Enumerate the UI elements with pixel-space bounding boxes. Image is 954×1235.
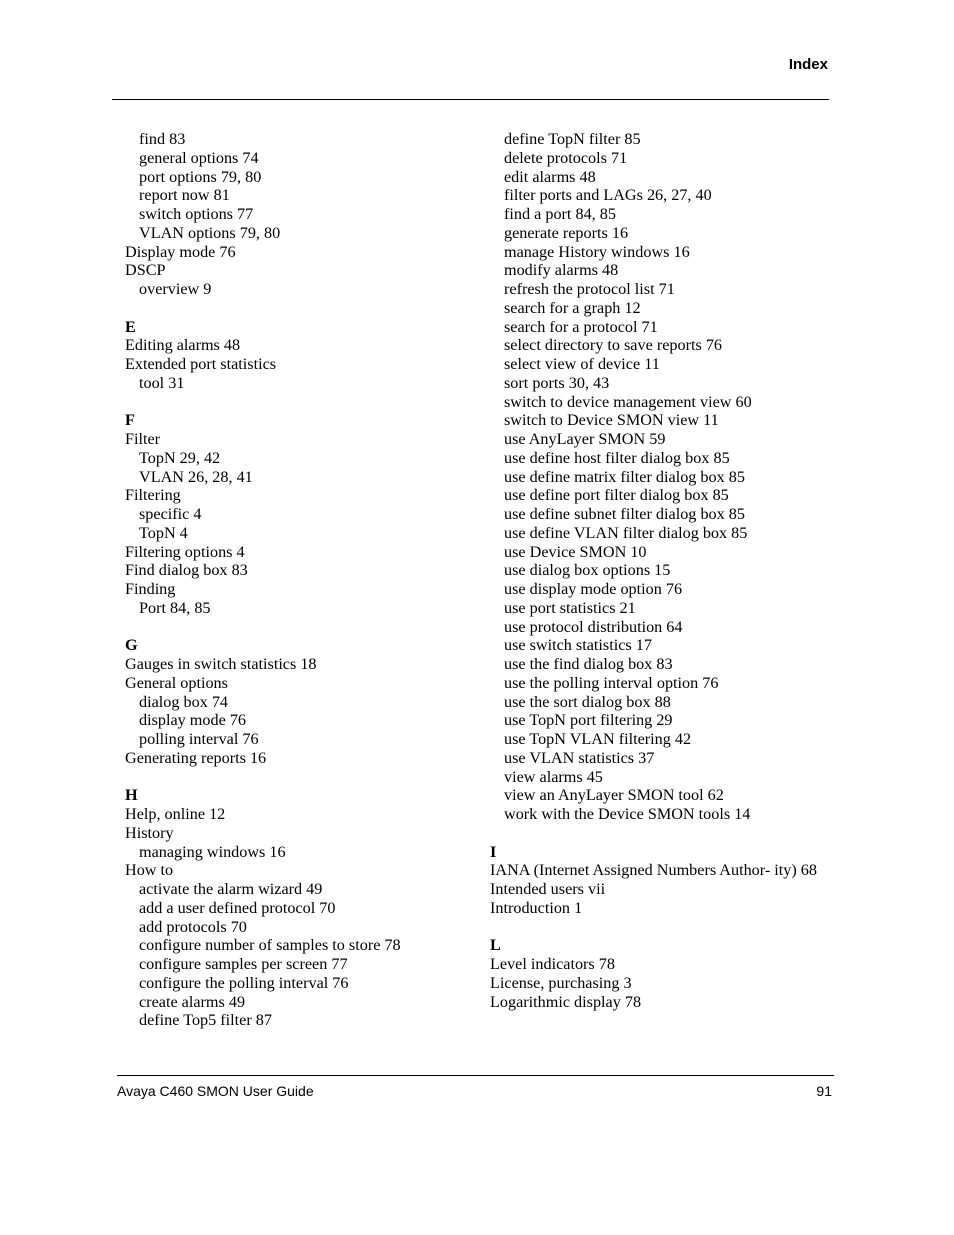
footer-rule	[117, 1075, 834, 1076]
index-subentry: search for a graph 12	[504, 298, 641, 317]
index-subentry: select directory to save reports 76	[504, 336, 723, 355]
index-entry: Finding	[125, 580, 176, 598]
index-subentry: use protocol distribution 64	[504, 617, 683, 636]
index-entry: Filtering	[125, 486, 181, 505]
index-entry: IANA (Internet Assigned Numbers Author- ity) 68	[490, 861, 817, 880]
index-subentry: work with the Device SMON tools 14	[504, 805, 751, 823]
index-entry: License, purchasing 3	[490, 973, 632, 992]
index-entry: History	[125, 823, 174, 842]
header-rule	[112, 99, 829, 100]
index-subentry: modify alarms 48	[504, 261, 619, 280]
index-subentry: specific 4	[139, 505, 202, 523]
index-subentry: overview 9	[139, 280, 212, 298]
index-subentry: sort ports 30, 43	[504, 373, 610, 392]
index-subentry: use the find dialog box 83	[504, 655, 673, 673]
index-section-letter: G	[125, 636, 138, 655]
index-entry: Help, online 12	[125, 805, 226, 823]
index-subentry: use define matrix filter dialog box 85	[504, 467, 745, 486]
page-header-title: Index	[788, 56, 828, 73]
index-entry: Level indicators 78	[490, 955, 615, 973]
index-subentry: use define port filter dialog box 85	[504, 486, 729, 505]
index-subentry: use Device SMON 10	[504, 542, 647, 561]
index-subentry: use switch statistics 17	[504, 636, 652, 655]
index-section-letter: L	[490, 936, 501, 955]
index-subentry: define Top5 filter 87	[139, 1011, 272, 1030]
index-entry: Find dialog box 83	[125, 561, 248, 580]
index-subentry: use dialog box options 15	[504, 561, 671, 580]
index-subentry: manage History windows 16	[504, 242, 690, 261]
index-column-left	[125, 130, 480, 1030]
index-subentry: filter ports and LAGs 26, 27, 40	[504, 186, 712, 205]
index-entry: Filter	[125, 430, 161, 448]
index-subentry: use AnyLayer SMON 59	[504, 430, 666, 448]
index-subentry: activate the alarm wizard 49	[139, 880, 323, 898]
index-subentry: use the sort dialog box 88	[504, 692, 671, 711]
index-subentry: use TopN port filtering 29	[504, 711, 673, 730]
index-entry: Logarithmic display 78	[490, 992, 642, 1011]
index-subentry: switch to Device SMON view 11	[504, 411, 719, 430]
index-subentry: use port statistics 21	[504, 598, 636, 617]
index-subentry: polling interval 76	[139, 730, 259, 748]
index-entry: Extended port statistics	[125, 355, 277, 373]
index-subentry: create alarms 49	[139, 992, 246, 1011]
index-subentry: add protocols 70	[139, 917, 247, 936]
index-subentry: general options 74	[139, 148, 259, 167]
index-subentry: generate reports 16	[504, 223, 629, 242]
index-entry: Editing alarms 48	[125, 336, 241, 355]
index-subentry: configure number of samples to store 78	[139, 936, 401, 955]
index-subentry: VLAN options 79, 80	[139, 223, 281, 242]
index-subentry: refresh the protocol list 71	[504, 280, 675, 298]
index-subentry: search for a protocol 71	[504, 317, 658, 336]
index-subentry: use define subnet filter dialog box 85	[504, 505, 745, 523]
index-subentry: delete protocols 71	[504, 148, 628, 167]
index-subentry: view alarms 45	[504, 767, 603, 786]
index-subentry: port options 79, 80	[139, 167, 262, 186]
index-subentry: use display mode option 76	[504, 580, 683, 598]
index-subentry: TopN 4	[139, 523, 188, 542]
index-section-letter: E	[125, 317, 136, 336]
index-subentry: Port 84, 85	[139, 598, 211, 617]
index-subentry: use define host filter dialog box 85	[504, 448, 730, 467]
index-section-letter: I	[490, 842, 497, 861]
index-subentry: configure samples per screen 77	[139, 955, 348, 973]
index-subentry: use define VLAN filter dialog box 85	[504, 523, 748, 542]
index-subentry: select view of device 11	[504, 355, 660, 373]
index-subentry: managing windows 16	[139, 842, 286, 861]
index-subentry: VLAN 26, 28, 41	[139, 467, 253, 486]
index-entry: DSCP	[125, 261, 166, 280]
footer-page-number: 91	[816, 1083, 832, 1099]
index-subentry: tool 31	[139, 373, 185, 392]
index-column-right	[490, 130, 835, 1011]
index-entry: Gauges in switch statistics 18	[125, 655, 317, 673]
index-subentry: view an AnyLayer SMON tool 62	[504, 786, 724, 805]
index-subentry: find 83	[139, 130, 186, 148]
index-subentry: use VLAN statistics 37	[504, 748, 655, 767]
index-subentry: add a user defined protocol 70	[139, 898, 336, 917]
index-subentry: TopN 29, 42	[139, 448, 221, 467]
index-subentry: find a port 84, 85	[504, 205, 616, 223]
index-subentry: use the polling interval option 76	[504, 673, 719, 692]
index-subentry: switch to device management view 60	[504, 392, 752, 411]
index-subentry: configure the polling interval 76	[139, 973, 349, 992]
index-entry: General options	[125, 673, 228, 692]
index-section-letter: H	[125, 786, 138, 805]
index-section-letter: F	[125, 411, 135, 430]
index-subentry: define TopN filter 85	[504, 130, 641, 148]
index-entry: Introduction 1	[490, 898, 583, 917]
index-entry: Filtering options 4	[125, 542, 245, 561]
index-subentry: switch options 77	[139, 205, 254, 223]
index-entry: How to	[125, 861, 174, 880]
index-entry: Generating reports 16	[125, 748, 267, 767]
footer-guide-title: Avaya C460 SMON User Guide	[117, 1083, 314, 1099]
index-entry: Display mode 76	[125, 242, 236, 261]
index-subentry: display mode 76	[139, 711, 247, 730]
index-subentry: report now 81	[139, 186, 230, 205]
index-subentry: edit alarms 48	[504, 167, 596, 186]
index-entry: Intended users vii	[490, 880, 606, 898]
index-subentry: dialog box 74	[139, 692, 229, 711]
index-subentry: use TopN VLAN filtering 42	[504, 730, 692, 748]
